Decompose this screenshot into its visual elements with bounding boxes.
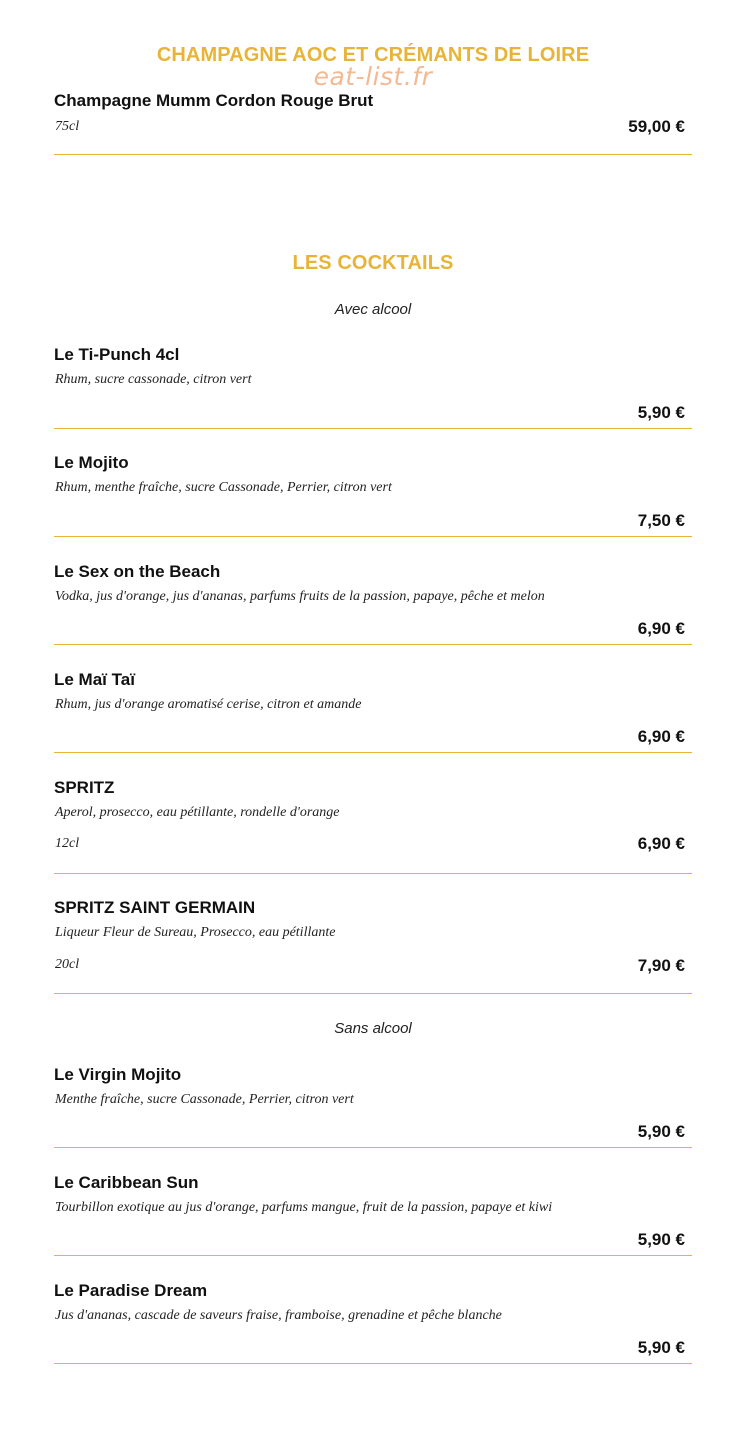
- item-name: SPRITZ SAINT GERMAIN: [54, 898, 256, 917]
- item-price: 5,90 €: [637, 1230, 685, 1249]
- menu-item-sex-on-the-beach: [54, 559, 692, 645]
- item-name: Le Maï Taï: [54, 670, 135, 689]
- champagne-section-title: CHAMPAGNE AOC ET CRÉMANTS DE LOIRE: [156, 44, 590, 66]
- item-description: Rhum, sucre cassonade, citron vert: [55, 372, 252, 387]
- menu-item-ti-punch: [54, 342, 692, 429]
- item-price: 7,90 €: [637, 956, 685, 975]
- menu-item-caribbean-sun: [54, 1170, 692, 1256]
- item-volume: 12cl: [55, 836, 80, 851]
- item-name: Le Ti-Punch 4cl: [54, 345, 180, 364]
- item-name: Le Sex on the Beach: [54, 562, 221, 581]
- menu-item-mai-tai: [54, 667, 692, 753]
- menu-item-virgin-mojito: [54, 1062, 692, 1148]
- item-description: Menthe fraîche, sucre Cassonade, Perrier, citron vert: [55, 1092, 354, 1107]
- item-description: Rhum, jus d'orange aromatisé cerise, citron et amande: [55, 697, 362, 712]
- menu-item-spritz: [54, 775, 692, 874]
- item-name: Le Paradise Dream: [54, 1281, 208, 1300]
- item-name: Le Virgin Mojito: [54, 1065, 182, 1084]
- item-name: Champagne Mumm Cordon Rouge Brut: [54, 91, 374, 110]
- item-description: Liqueur Fleur de Sureau, Prosecco, eau pétillante: [55, 925, 336, 940]
- item-price: 5,90 €: [637, 1122, 685, 1141]
- item-price: 6,90 €: [637, 834, 685, 853]
- item-name: Le Mojito: [54, 453, 129, 472]
- item-price: 5,90 €: [637, 403, 685, 422]
- menu-item-spritz-saint-germain: [54, 895, 692, 994]
- item-description: Vodka, jus d'orange, jus d'ananas, parfums fruits de la passion, papaye, pêche et melon: [55, 589, 545, 604]
- without-alcohol-subheading: Sans alcool: [334, 1020, 412, 1037]
- menu-item-paradise-dream: [54, 1278, 692, 1364]
- item-description: Rhum, menthe fraîche, sucre Cassonade, Perrier, citron vert: [55, 480, 392, 495]
- item-volume: 75cl: [55, 119, 80, 134]
- item-description: Tourbillon exotique au jus d'orange, parfums mangue, fruit de la passion, papaye et kiwi: [55, 1200, 553, 1215]
- item-price: 6,90 €: [637, 727, 685, 746]
- item-description: Jus d'ananas, cascade de saveurs fraise, framboise, grenadine et pêche blanche: [55, 1308, 502, 1323]
- cocktails-section-title: LES COCKTAILS: [292, 252, 454, 274]
- menu-item-mojito: [54, 450, 692, 537]
- item-price: 7,50 €: [637, 511, 685, 530]
- with-alcohol-subheading: Avec alcool: [334, 301, 412, 318]
- item-name: Le Caribbean Sun: [54, 1173, 199, 1192]
- item-volume: 20cl: [55, 957, 80, 972]
- site-watermark: eat-list.fr: [313, 62, 433, 91]
- item-price: 6,90 €: [637, 619, 685, 638]
- item-description: Aperol, prosecco, eau pétillante, rondelle d'orange: [55, 805, 340, 820]
- item-price: 59,00 €: [628, 117, 685, 136]
- menu-item-champagne-mumm: [54, 88, 692, 155]
- item-name: SPRITZ: [54, 778, 115, 797]
- item-price: 5,90 €: [637, 1338, 685, 1357]
